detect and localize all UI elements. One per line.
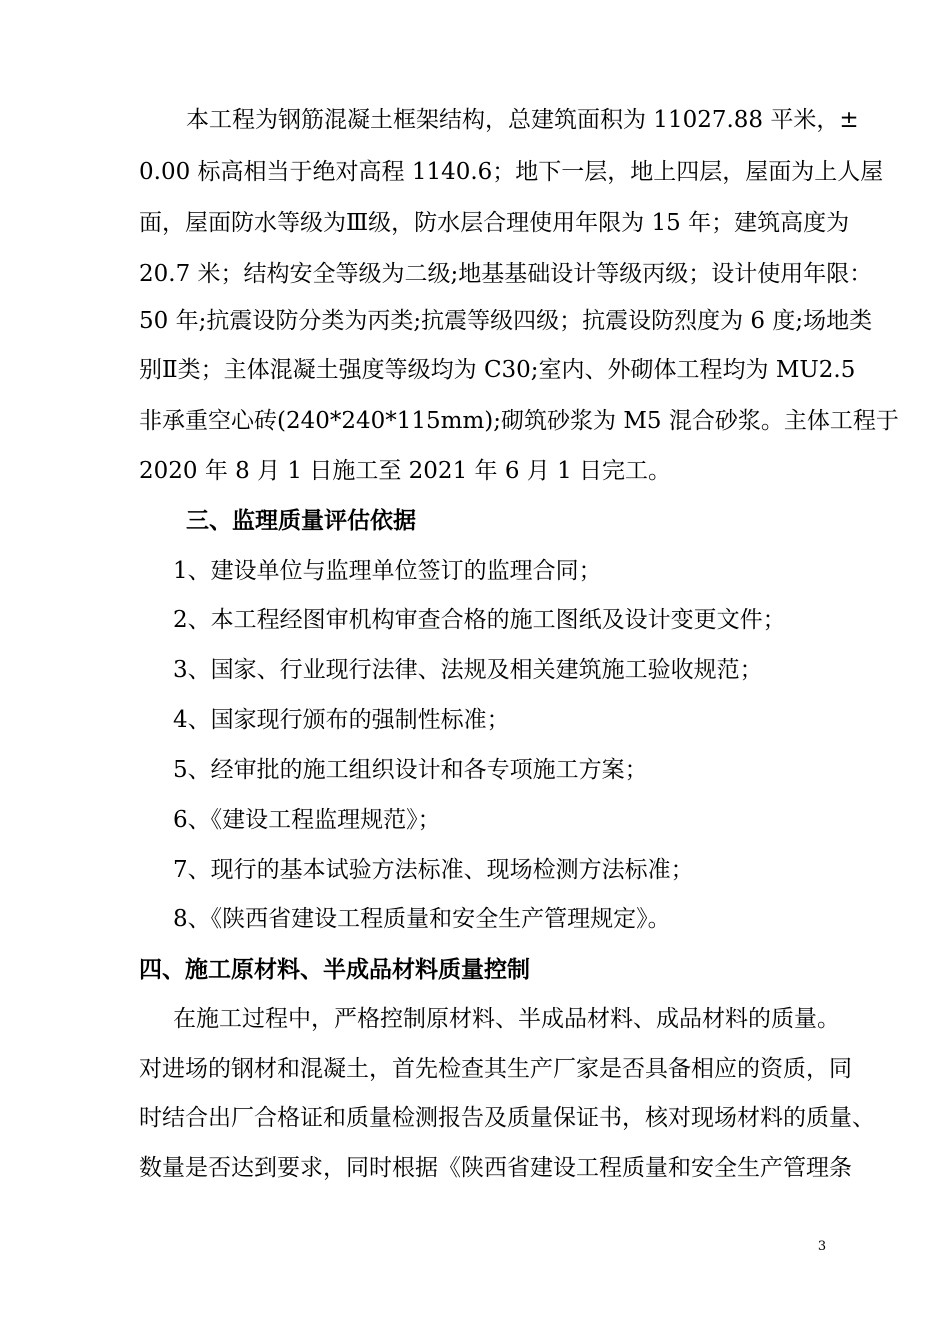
list-item [0,750,950,790]
list-item [0,551,950,591]
paragraph-text: 对进场的钢材和混凝土，首先检查其生产厂家是否具备相应的资质，同 [139,1056,852,1082]
list-item [0,600,950,640]
list-item [0,800,950,840]
paragraph-text: 非承重空心砖(240*240*115mm);砌筑砂浆为 M5 混合砂浆。主体工程于 [139,408,899,434]
paragraph-line [0,301,950,341]
paragraph-text: 2020 年 8 月 1 日施工至 2021 年 6 月 1 日完工。 [139,458,672,484]
list-item-text: 2、本工程经图审机构审查合格的施工图纸及设计变更文件； [173,607,786,633]
list-item-text: 7、现行的基本试验方法标准、现场检测方法标准； [173,857,694,883]
paragraph-line [0,451,950,491]
paragraph-text: 50 年;抗震设防分类为丙类;抗震等级四级；抗震设防烈度为 6 度;场地类 [139,308,873,334]
section-heading-text: 三、监理质量评估依据 [186,507,416,534]
paragraph-text: 本工程为钢筋混凝土框架结构，总建筑面积为 11027.88 平米，± [186,107,859,133]
paragraph-text: 时结合出厂合格证和质量检测报告及质量保证书，核对现场材料的质量、 [139,1105,875,1131]
page-number: 3 [817,1239,827,1254]
list-item-text: 8、《陕西省建设工程质量和安全生产管理规定》。 [173,906,671,932]
paragraph-line [0,1049,950,1089]
paragraph-text: 面，屋面防水等级为Ⅲ级，防水层合理使用年限为 15 年；建筑高度为 [139,210,850,236]
paragraph-text: 0.00 标高相当于绝对高程 1140.6；地下一层，地上四层，屋面为上人屋 [139,159,884,185]
paragraph-line [0,152,950,192]
paragraph-line [0,1148,950,1188]
paragraph-line [0,999,950,1039]
paragraph-line [0,1098,950,1138]
paragraph-text: 20.7 米；结构安全等级为二级;地基基础设计等级丙级；设计使用年限： [139,261,873,287]
list-item [0,700,950,740]
list-item-text: 4、国家现行颁布的强制性标准； [173,707,510,733]
paragraph-line [0,401,950,441]
section-heading [0,950,950,990]
section-heading [0,501,950,541]
paragraph-line [0,203,950,243]
list-item-text: 6、《建设工程监理规范》； [173,807,441,833]
paragraph-text: 别Ⅱ类；主体混凝土强度等级均为 C30;室内、外砌体工程均为 MU2.5 [139,357,856,383]
section-heading-text: 四、施工原材料、半成品材料质量控制 [139,956,530,983]
list-item [0,899,950,939]
list-item-text: 3、国家、行业现行法律、法规及相关建筑施工验收规范； [173,657,763,683]
list-item [0,650,950,690]
list-item-text: 5、经审批的施工组织设计和各专项施工方案； [173,757,648,783]
list-item-text: 1、建设单位与监理单位签订的监理合同； [173,558,602,584]
paragraph-line [0,100,950,140]
paragraph-text: 在施工过程中，严格控制原材料、半成品材料、成品材料的质量。 [173,1006,840,1032]
paragraph-line [0,254,950,294]
list-item [0,850,950,890]
paragraph-line [0,350,950,390]
paragraph-text: 数量是否达到要求，同时根据《陕西省建设工程质量和安全生产管理条 [139,1155,852,1181]
